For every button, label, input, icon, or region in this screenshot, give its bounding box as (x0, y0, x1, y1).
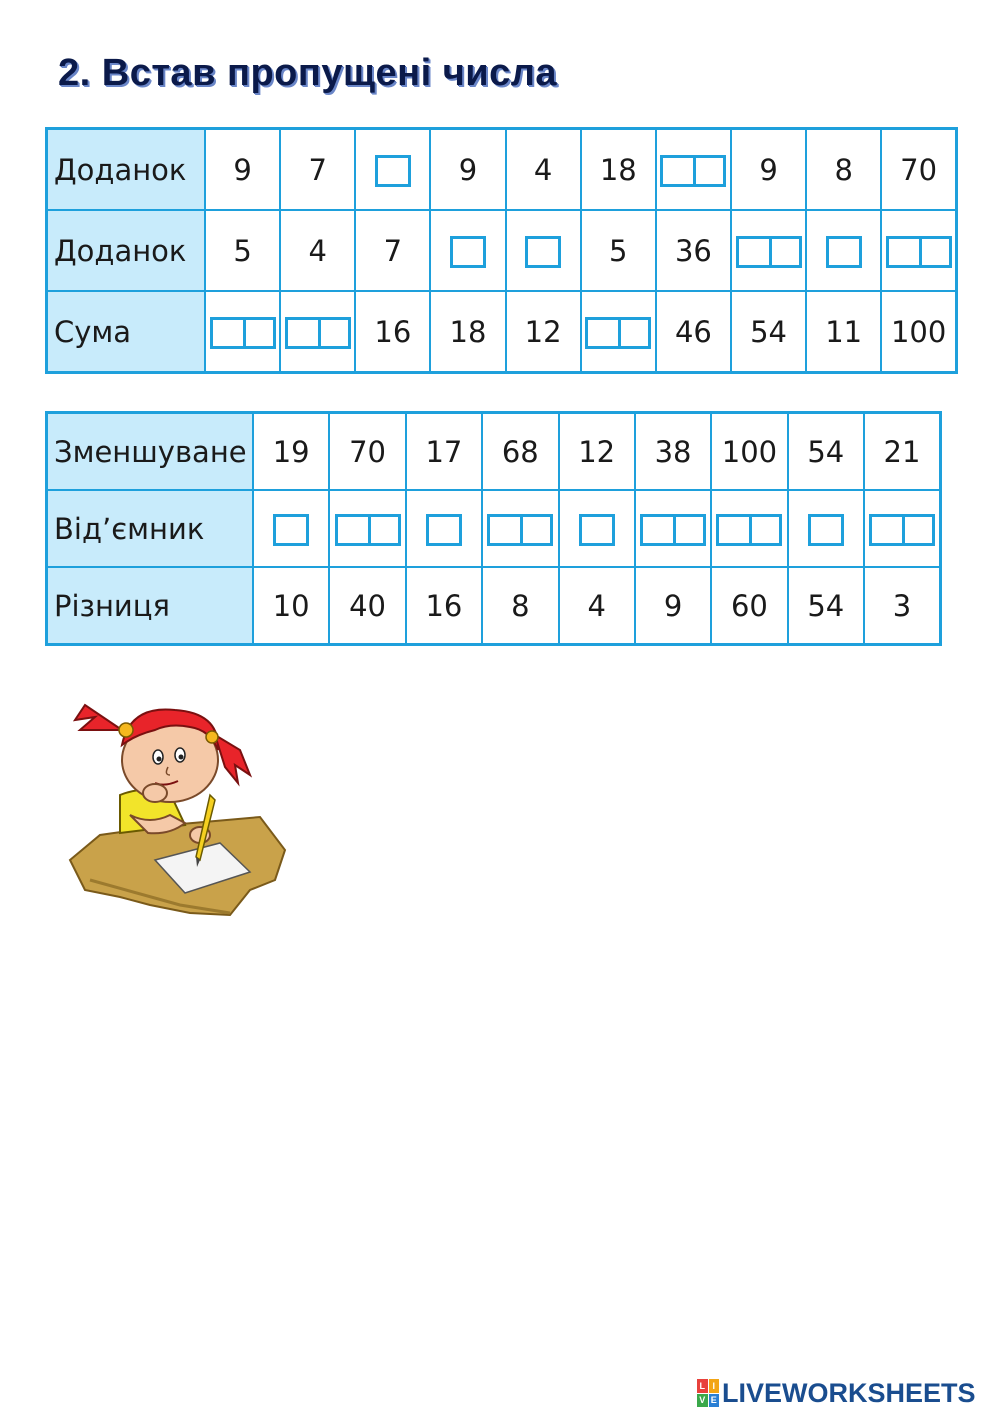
digit-slot[interactable] (213, 320, 243, 346)
row-label: Доданок (47, 210, 206, 291)
answer-cell (253, 490, 329, 567)
answer-cell (355, 129, 430, 211)
one-digit-answer-box[interactable] (273, 514, 309, 546)
logo-mark-letter: E (709, 1394, 720, 1408)
number-cell: 19 (253, 413, 329, 491)
subtraction-table (45, 411, 942, 646)
logo-mark-letter: V (697, 1394, 708, 1408)
liveworksheets-logo[interactable] (697, 1377, 976, 1409)
number-cell: 11 (806, 291, 881, 373)
one-digit-answer-box[interactable] (450, 236, 486, 268)
logo-mark-letter: I (709, 1379, 720, 1393)
answer-cell (656, 129, 731, 211)
one-digit-answer-box[interactable] (525, 236, 561, 268)
row-label: Зменшуване (47, 413, 254, 491)
two-digit-answer-box[interactable] (210, 317, 276, 349)
answer-cell (406, 490, 482, 567)
digit-slot[interactable] (338, 517, 368, 543)
number-cell: 60 (711, 567, 787, 645)
digit-slot[interactable] (663, 158, 693, 184)
two-digit-answer-box[interactable] (285, 317, 351, 349)
digit-slot[interactable] (889, 239, 919, 265)
row-label: Від’ємник (47, 490, 254, 567)
one-digit-answer-box[interactable] (579, 514, 615, 546)
answer-cell (559, 490, 635, 567)
number-cell: 8 (806, 129, 881, 211)
digit-slot[interactable] (693, 158, 723, 184)
digit-slot[interactable] (243, 320, 273, 346)
number-cell: 100 (881, 291, 956, 373)
answer-cell (864, 490, 941, 567)
number-cell: 46 (656, 291, 731, 373)
number-cell: 54 (731, 291, 806, 373)
number-cell: 36 (656, 210, 731, 291)
liveworksheets-mark-icon (697, 1379, 719, 1407)
digit-slot[interactable] (872, 517, 902, 543)
answer-cell (329, 490, 405, 567)
answer-cell (711, 490, 787, 567)
digit-slot[interactable] (673, 517, 703, 543)
number-cell: 18 (581, 129, 656, 211)
two-digit-answer-box[interactable] (886, 236, 952, 268)
answer-cell (205, 291, 280, 373)
number-cell: 18 (430, 291, 505, 373)
number-cell: 12 (506, 291, 581, 373)
number-cell: 12 (559, 413, 635, 491)
number-cell: 4 (559, 567, 635, 645)
number-cell: 17 (406, 413, 482, 491)
two-digit-answer-box[interactable] (585, 317, 651, 349)
number-cell: 9 (635, 567, 711, 645)
page-title: 2. Встав пропущені числа (58, 52, 558, 94)
answer-cell (635, 490, 711, 567)
answer-cell (280, 291, 355, 373)
digit-slot[interactable] (453, 239, 483, 265)
number-cell: 54 (788, 413, 864, 491)
answer-cell (430, 210, 505, 291)
number-cell: 21 (864, 413, 941, 491)
number-cell: 70 (881, 129, 956, 211)
number-cell: 5 (205, 210, 280, 291)
number-cell: 9 (430, 129, 505, 211)
digit-slot[interactable] (520, 517, 550, 543)
row-label: Сума (47, 291, 206, 373)
row-label: Різниця (47, 567, 254, 645)
number-cell: 10 (253, 567, 329, 645)
digit-slot[interactable] (288, 320, 318, 346)
digit-slot[interactable] (378, 158, 408, 184)
digit-slot[interactable] (429, 517, 459, 543)
digit-slot[interactable] (368, 517, 398, 543)
logo-text: LIVEWORKSHEETS (722, 1377, 976, 1408)
number-cell: 5 (581, 210, 656, 291)
number-cell: 16 (355, 291, 430, 373)
number-cell: 54 (788, 567, 864, 645)
number-cell: 100 (711, 413, 787, 491)
one-digit-answer-box[interactable] (375, 155, 411, 187)
digit-slot[interactable] (749, 517, 779, 543)
two-digit-answer-box[interactable] (716, 514, 782, 546)
digit-slot[interactable] (276, 517, 306, 543)
number-cell: 9 (731, 129, 806, 211)
digit-slot[interactable] (719, 517, 749, 543)
two-digit-answer-box[interactable] (736, 236, 802, 268)
number-cell: 68 (482, 413, 558, 491)
table-row (47, 129, 957, 211)
digit-slot[interactable] (829, 239, 859, 265)
one-digit-answer-box[interactable] (826, 236, 862, 268)
table-row (47, 413, 941, 491)
digit-slot[interactable] (739, 239, 769, 265)
answer-cell (482, 490, 558, 567)
digit-slot[interactable] (919, 239, 949, 265)
answer-cell (731, 210, 806, 291)
digit-slot[interactable] (811, 517, 841, 543)
number-cell: 4 (280, 210, 355, 291)
table-row (47, 291, 957, 373)
number-cell: 16 (406, 567, 482, 645)
digit-slot[interactable] (643, 517, 673, 543)
one-digit-answer-box[interactable] (426, 514, 462, 546)
answer-cell (788, 490, 864, 567)
table-row (47, 490, 941, 567)
number-cell: 40 (329, 567, 405, 645)
digit-slot[interactable] (582, 517, 612, 543)
addition-table (45, 127, 958, 374)
two-digit-answer-box[interactable] (487, 514, 553, 546)
digit-slot[interactable] (318, 320, 348, 346)
table-row (47, 567, 941, 645)
number-cell: 70 (329, 413, 405, 491)
logo-mark-letter: L (697, 1379, 708, 1393)
digit-slot[interactable] (490, 517, 520, 543)
number-cell: 9 (205, 129, 280, 211)
digit-slot[interactable] (528, 239, 558, 265)
number-cell: 8 (482, 567, 558, 645)
two-digit-answer-box[interactable] (335, 514, 401, 546)
digit-slot[interactable] (618, 320, 648, 346)
two-digit-answer-box[interactable] (660, 155, 726, 187)
row-label: Доданок (47, 129, 206, 211)
number-cell: 3 (864, 567, 941, 645)
two-digit-answer-box[interactable] (640, 514, 706, 546)
table-row (47, 210, 957, 291)
answer-cell (806, 210, 881, 291)
number-cell: 4 (506, 129, 581, 211)
digit-slot[interactable] (588, 320, 618, 346)
number-cell: 7 (280, 129, 355, 211)
one-digit-answer-box[interactable] (808, 514, 844, 546)
two-digit-answer-box[interactable] (869, 514, 935, 546)
digit-slot[interactable] (902, 517, 932, 543)
digit-slot[interactable] (769, 239, 799, 265)
answer-cell (881, 210, 956, 291)
answer-cell (581, 291, 656, 373)
number-cell: 38 (635, 413, 711, 491)
girl-writing-illustration (60, 675, 290, 925)
answer-cell (506, 210, 581, 291)
number-cell: 7 (355, 210, 430, 291)
